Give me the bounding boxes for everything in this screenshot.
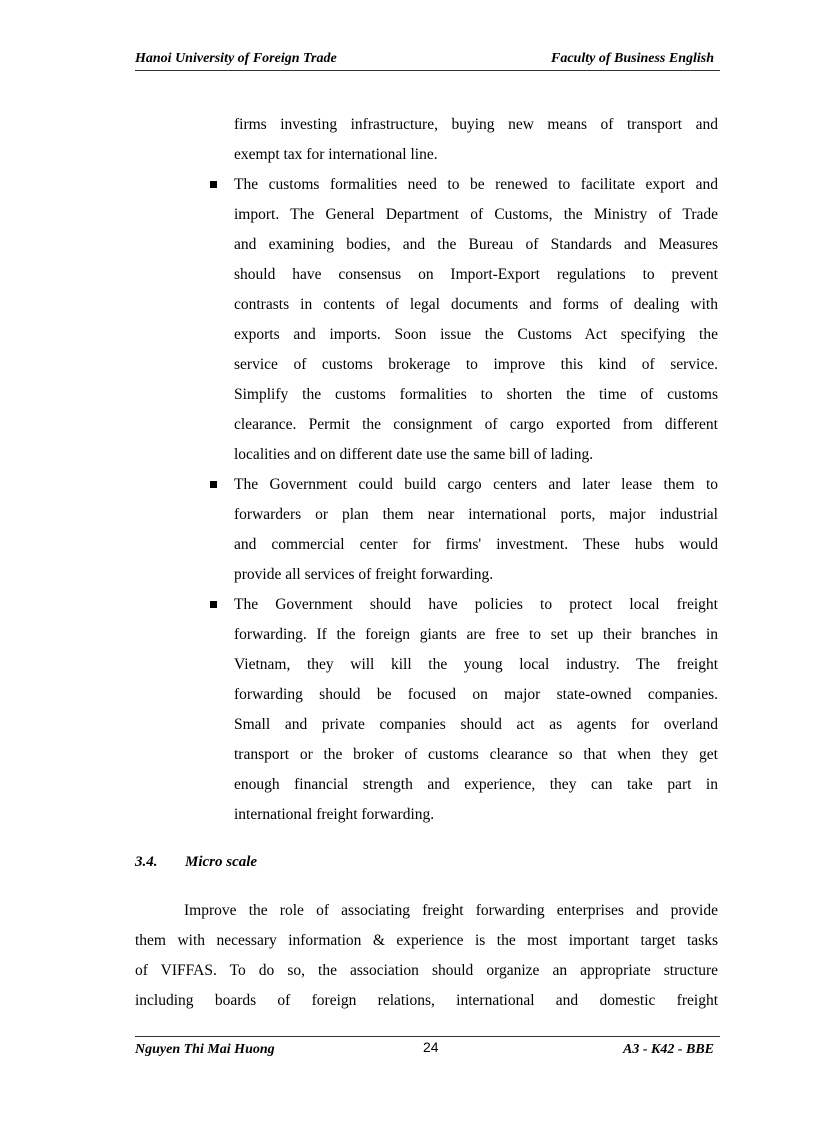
bullet-icon <box>210 601 217 608</box>
text-line: clearance. Permit the consignment of cargo exported from different <box>234 416 718 433</box>
text-line: service of customs brokerage to improve this kind of service. <box>234 356 718 373</box>
text-line: and examining bodies, and the Bureau of Standards and Measures <box>234 236 718 253</box>
text-line: enough financial strength and experience, they can take part in <box>234 776 718 793</box>
text-line: Small and private companies should act as agents for overland <box>234 716 718 733</box>
text-line: transport or the broker of customs clearance so that when they get <box>234 746 718 763</box>
text-line: Vietnam, they will kill the young local industry. The freight <box>234 656 718 673</box>
text-line: forwarding should be focused on major state-owned companies. <box>234 686 718 703</box>
text-line: and commercial center for firms' investment. These hubs would <box>234 536 718 553</box>
page-header <box>135 50 720 71</box>
section-number: 3.4. <box>135 854 158 870</box>
footer-author: Nguyen Thi Mai Huong <box>135 1042 275 1057</box>
text-line: Improve the role of associating freight forwarding enterprises and provide <box>184 902 718 919</box>
text-line: of VIFFAS. To do so, the association should organize an appropriate structure <box>135 962 718 979</box>
page-footer <box>135 1036 720 1059</box>
page-number: 24 <box>423 1039 439 1055</box>
bullet-icon <box>210 481 217 488</box>
header-university: Hanoi University of Foreign Trade <box>135 51 337 66</box>
text-line: provide all services of freight forwarding. <box>234 566 494 583</box>
bullet-icon <box>210 181 217 188</box>
text-line: exempt tax for international line. <box>234 146 438 163</box>
text-line: The Government could build cargo centers and later lease them to <box>234 476 718 493</box>
text-line: forwarding. If the foreign giants are free to set up their branches in <box>234 626 718 643</box>
text-line: including boards of foreign relations, international and domestic freight <box>135 992 718 1009</box>
text-line: import. The General Department of Customs, the Ministry of Trade <box>234 206 718 223</box>
text-line: firms investing infrastructure, buying new means of transport and <box>234 116 718 133</box>
text-line: contrasts in contents of legal documents and forms of dealing with <box>234 296 718 313</box>
text-line: Simplify the customs formalities to shorten the time of customs <box>234 386 718 403</box>
text-line: exports and imports. Soon issue the Customs Act specifying the <box>234 326 718 343</box>
text-line: should have consensus on Import-Export regulations to prevent <box>234 266 718 283</box>
text-line: forwarders or plan them near international ports, major industrial <box>234 506 718 523</box>
text-line: international freight forwarding. <box>234 806 435 823</box>
text-line: localities and on different date use the same bill of lading. <box>234 446 594 463</box>
text-line: The customs formalities need to be renewed to facilitate export and <box>234 176 718 193</box>
header-faculty: Faculty of Business English <box>551 51 714 66</box>
footer-class-code: A3 - K42 - BBE <box>622 1042 714 1057</box>
text-line: The Government should have policies to protect local freight <box>234 596 718 613</box>
text-line: them with necessary information & experience is the most important target tasks <box>135 932 718 949</box>
section-title: Micro scale <box>185 854 258 870</box>
